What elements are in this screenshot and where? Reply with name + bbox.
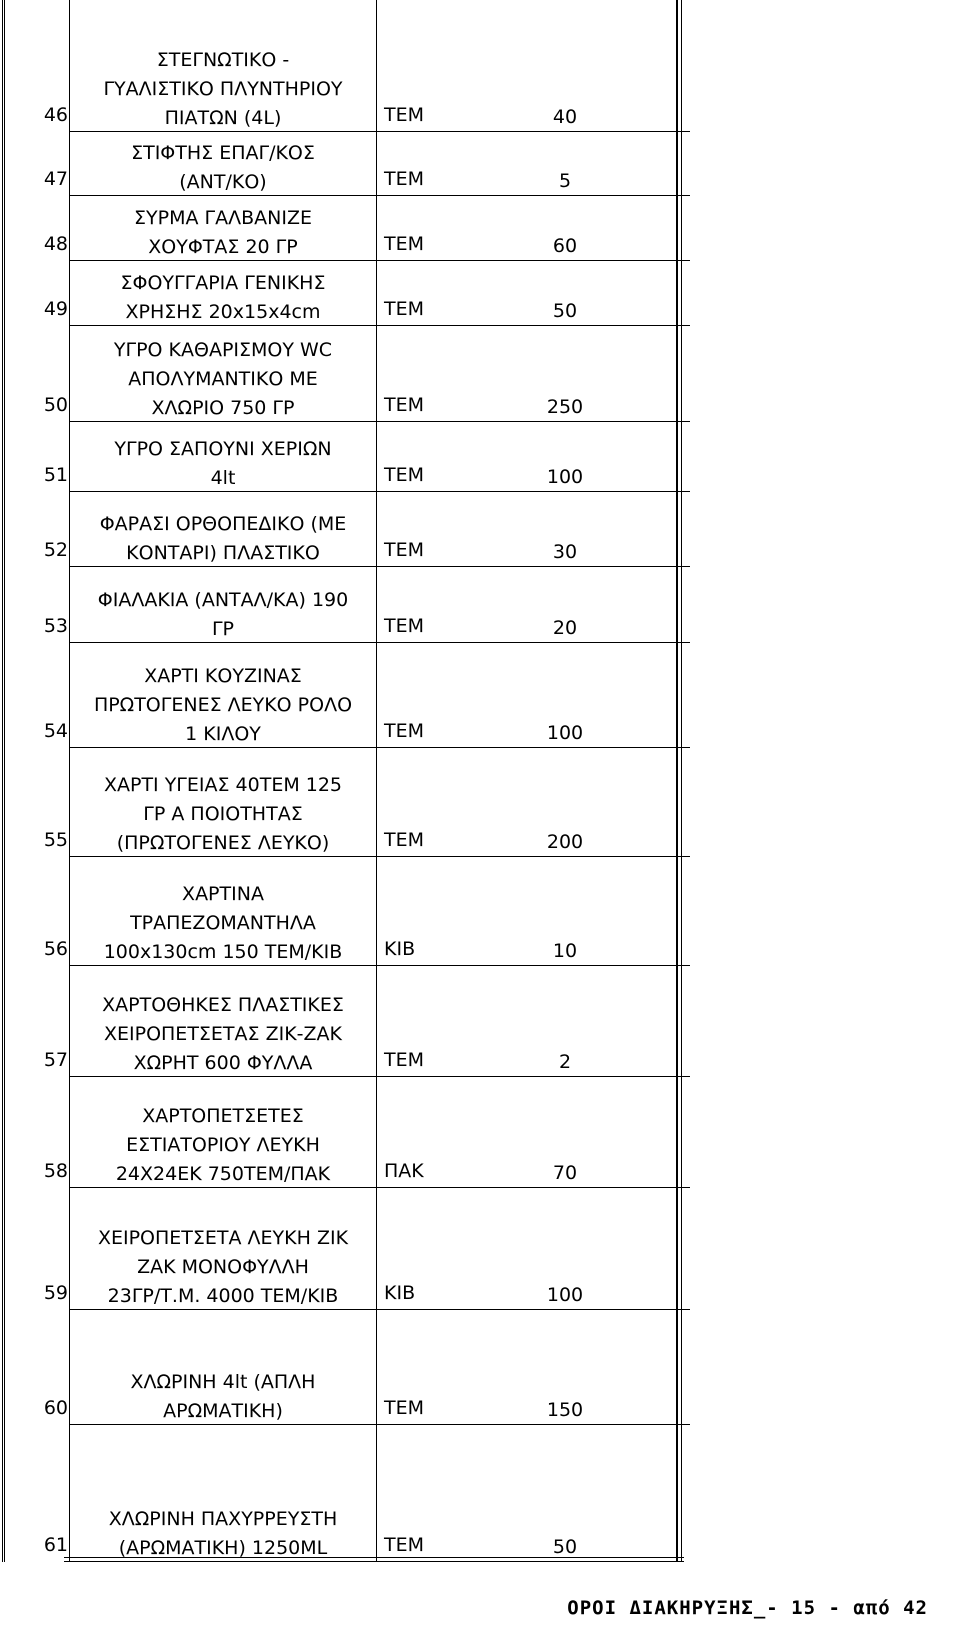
table-row	[0, 1310, 690, 1425]
item-description-line: ΥΓΡΟ ΚΑΘΑΡΙΣΜΟΥ WC	[113, 339, 333, 361]
item-description-line: ΧΛΩΡΙΝΗ 4lt (ΑΠΛΗ	[130, 1371, 316, 1393]
item-description-line: ΧΑΡΤΙΝΑ	[182, 883, 264, 905]
item-description-line: ΣΤΕΓΝΩΤΙΚΟ -	[156, 49, 290, 71]
item-description	[72, 586, 374, 644]
item-quantity: 20	[552, 617, 578, 639]
row-number: 54	[43, 720, 68, 742]
table-row	[0, 1188, 690, 1310]
item-description-line: ΣΤΙΦΤΗΣ ΕΠΑΓ/ΚΟΣ	[131, 142, 315, 164]
row-number: 60	[43, 1397, 68, 1419]
item-description	[72, 1368, 374, 1426]
item-quantity: 10	[552, 940, 578, 962]
item-quantity: 200	[546, 831, 584, 853]
item-quantity: 50	[552, 1536, 578, 1558]
item-description-line: ΦΙΑΛΑΚΙΑ (ΑΝΤΑΛ/ΚΑ) 190	[97, 589, 349, 611]
item-description	[72, 336, 374, 423]
item-description-line: ΧΛΩΡΙΟ 750 ΓΡ	[151, 397, 295, 419]
item-description-line: ΧΕΙΡΟΠΕΤΣΕΤΑΣ ΖΙΚ-ΖΑΚ	[103, 1023, 342, 1045]
table-bottom-border	[64, 1557, 684, 1562]
item-unit: ΤΕΜ	[384, 104, 425, 126]
item-quantity: 250	[546, 396, 584, 418]
row-number: 52	[43, 539, 68, 561]
row-number: 51	[43, 464, 68, 486]
item-unit: ΤΕΜ	[384, 615, 425, 637]
item-unit: ΠΑΚ	[384, 1160, 424, 1182]
item-description-line: ΠΡΩΤΟΓΕΝΕΣ ΛΕΥΚΟ ΡΟΛΟ	[93, 694, 353, 716]
item-description-line: ΧΛΩΡΙΝΗ ΠΑΧΥΡΡΕΥΣΤΗ	[108, 1508, 338, 1530]
row-number: 55	[43, 829, 68, 851]
row-number: 53	[43, 615, 68, 637]
item-quantity: 100	[546, 466, 584, 488]
item-description	[72, 1224, 374, 1311]
item-description-line: ΓΡ Α ΠΟΙΟΤΗΤΑΣ	[143, 803, 303, 825]
item-description-line: 4lt	[210, 467, 236, 489]
item-unit: ΚΙΒ	[384, 1282, 416, 1304]
item-description	[72, 46, 374, 133]
table-row	[0, 857, 690, 966]
row-number: 47	[43, 168, 68, 190]
item-description-line: ΓΥΑΛΙΣΤΙΚΟ ΠΛΥΝΤΗΡΙΟΥ	[103, 78, 343, 100]
table-row	[0, 132, 690, 196]
table-row	[0, 1425, 690, 1562]
table-row	[0, 422, 690, 492]
item-quantity: 60	[552, 235, 578, 257]
item-description-line: ΣΥΡΜΑ ΓΑΛΒΑΝΙΖΕ	[134, 207, 312, 229]
table-row	[0, 326, 690, 422]
item-description-line: ΑΡΩΜΑΤΙΚΗ)	[163, 1400, 283, 1422]
item-unit: ΤΕΜ	[384, 1049, 425, 1071]
item-description-line: ΣΦΟΥΓΓΑΡΙΑ ΓΕΝΙΚΗΣ	[120, 272, 326, 294]
item-quantity: 70	[552, 1162, 578, 1184]
item-description-line: 1 ΚΙΛΟΥ	[185, 723, 261, 745]
item-quantity: 100	[546, 1284, 584, 1306]
item-quantity: 2	[558, 1051, 572, 1073]
item-description-line: ΧΡΗΣΗΣ 20x15x4cm	[125, 301, 321, 323]
item-description-line: (ΑΝΤ/ΚΟ)	[179, 171, 267, 193]
item-description-line: ΧΩΡΗΤ 600 ΦΥΛΛΑ	[133, 1052, 313, 1074]
item-unit: ΤΕΜ	[384, 1397, 425, 1419]
item-description-line: ΧΑΡΤΙ ΥΓΕΙΑΣ 40ΤΕΜ 125	[103, 774, 343, 796]
item-description-line: ΧΑΡΤΟΠΕΤΣΕΤΕΣ	[142, 1105, 304, 1127]
item-description-line: ΑΠΟΛΥΜΑΝΤΙΚΟ ΜΕ	[128, 368, 318, 390]
item-quantity: 150	[546, 1399, 584, 1421]
item-description	[72, 880, 374, 967]
item-description-line: ΧΕΙΡΟΠΕΤΣΕΤΑ ΛΕΥΚΗ ΖΙΚ	[97, 1227, 349, 1249]
item-description	[72, 662, 374, 749]
item-description-line: ΚΟΝΤΑΡΙ) ΠΛΑΣΤΙΚΟ	[126, 542, 320, 564]
item-description-line: 23ΓΡ/Τ.Μ. 4000 ΤΕΜ/ΚΙΒ	[107, 1285, 339, 1307]
item-unit: ΚΙΒ	[384, 938, 416, 960]
row-number: 57	[43, 1049, 68, 1071]
item-quantity: 50	[552, 300, 578, 322]
item-unit: ΤΕΜ	[384, 233, 425, 255]
item-unit: ΤΕΜ	[384, 1534, 425, 1556]
item-unit: ΤΕΜ	[384, 720, 425, 742]
table-row	[0, 196, 690, 261]
item-description-line: ΖΑΚ ΜΟΝΟΦΥΛΛΗ	[137, 1256, 309, 1278]
item-description	[72, 435, 374, 493]
item-description-line: ΤΡΑΠΕΖΟΜΑΝΤΗΛΑ	[130, 912, 316, 934]
item-unit: ΤΕΜ	[384, 168, 425, 190]
item-description-line: (ΠΡΩΤΟΓΕΝΕΣ ΛΕΥΚΟ)	[116, 832, 330, 854]
item-quantity: 100	[546, 722, 584, 744]
row-number: 61	[43, 1534, 68, 1556]
table-row	[0, 1077, 690, 1188]
item-description	[72, 991, 374, 1078]
table-row	[0, 966, 690, 1077]
item-description	[72, 269, 374, 327]
table-row	[0, 0, 690, 132]
row-number: 56	[43, 938, 68, 960]
table-row	[0, 261, 690, 326]
item-description-line: (ΑΡΩΜΑΤΙΚΗ) 1250ML	[118, 1537, 328, 1559]
item-description-line: ΦΑΡΑΣΙ ΟΡΘΟΠΕΔΙΚΟ (ΜΕ	[99, 513, 347, 535]
item-unit: ΤΕΜ	[384, 394, 425, 416]
item-description-line: 100x130cm 150 ΤΕΜ/ΚΙΒ	[103, 941, 343, 963]
item-unit: ΤΕΜ	[384, 539, 425, 561]
item-description-line: ΕΣΤΙΑΤΟΡΙΟΥ ΛΕΥΚΗ	[126, 1134, 320, 1156]
item-description	[72, 204, 374, 262]
item-description	[72, 771, 374, 858]
table-row	[0, 492, 690, 567]
item-description-line: ΧΟΥΦΤΑΣ 20 ΓΡ	[148, 236, 298, 258]
row-number: 48	[43, 233, 68, 255]
item-quantity: 40	[552, 106, 578, 128]
row-number: 49	[43, 298, 68, 320]
item-description	[72, 139, 374, 197]
item-unit: ΤΕΜ	[384, 298, 425, 320]
row-number: 50	[43, 394, 68, 416]
row-number: 59	[43, 1282, 68, 1304]
item-quantity: 30	[552, 541, 578, 563]
table-row	[0, 748, 690, 857]
row-number: 58	[43, 1160, 68, 1182]
item-unit: ΤΕΜ	[384, 464, 425, 486]
item-description-line: ΧΑΡΤΙ ΚΟΥΖΙΝΑΣ	[144, 665, 302, 687]
item-quantity: 5	[558, 170, 572, 192]
item-unit: ΤΕΜ	[384, 829, 425, 851]
item-description-line: 24Χ24ΕΚ 750ΤΕΜ/ΠΑΚ	[115, 1163, 331, 1185]
item-description-line: ΠΙΑΤΩΝ (4L)	[164, 107, 282, 129]
table-row	[0, 643, 690, 748]
item-description-line: ΓΡ	[211, 618, 235, 640]
item-description-line: ΥΓΡΟ ΣΑΠΟΥΝΙ ΧΕΡΙΩΝ	[114, 438, 332, 460]
item-description-line: ΧΑΡΤΟΘΗΚΕΣ ΠΛΑΣΤΙΚΕΣ	[102, 994, 344, 1016]
row-number: 46	[43, 104, 68, 126]
page-footer: ΟΡΟΙ ΔΙΑΚΗΡΥΞΗΣ_- 15 - από 42	[567, 1597, 928, 1619]
item-description	[72, 510, 374, 568]
item-description	[72, 1505, 374, 1563]
item-description	[72, 1102, 374, 1189]
table-row	[0, 567, 690, 643]
